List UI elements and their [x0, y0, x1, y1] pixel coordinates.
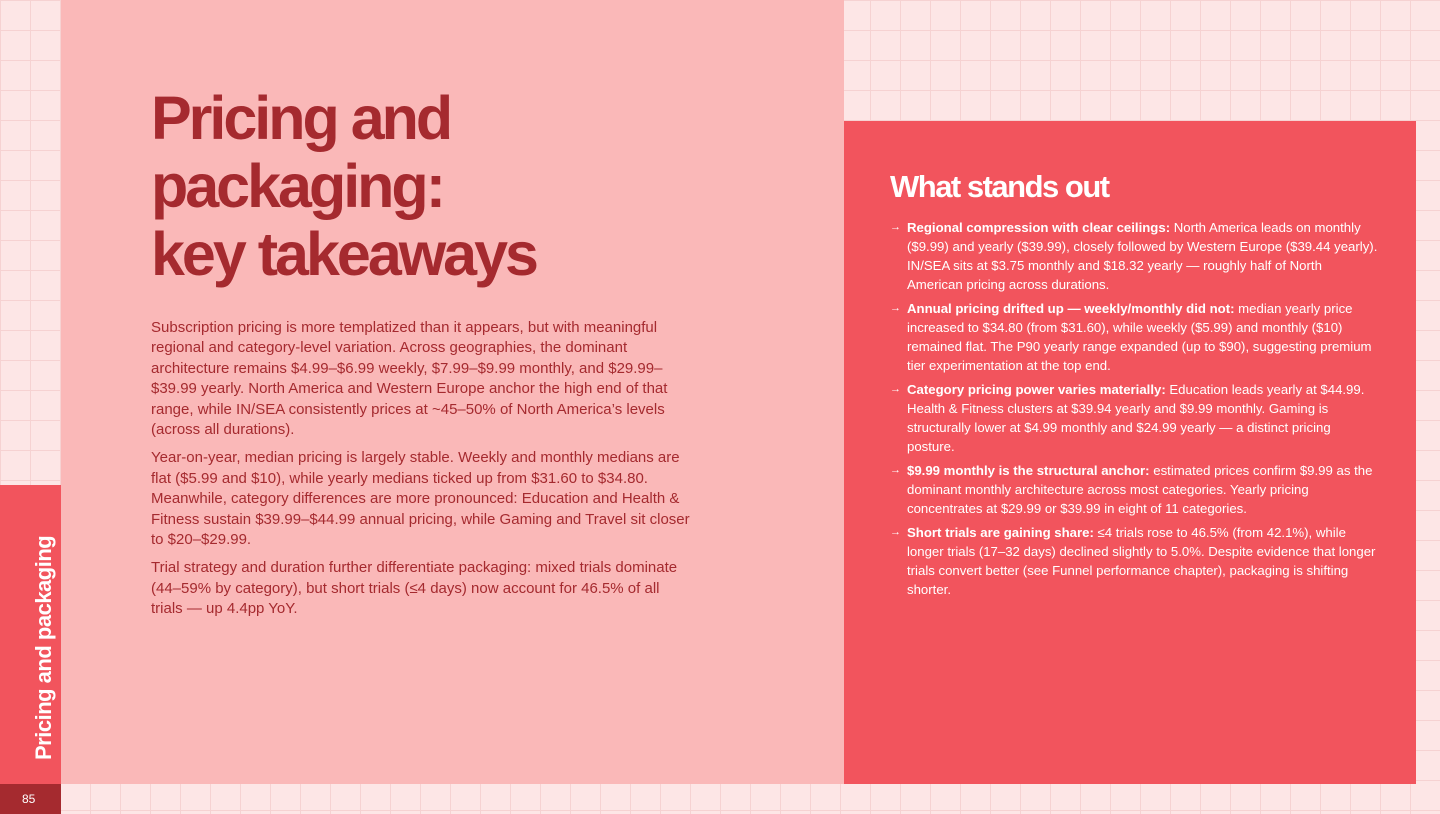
takeaway-lead: Short trials are gaining share:	[907, 525, 1094, 540]
page-title	[151, 84, 711, 288]
takeaway-item	[890, 299, 1380, 375]
takeaway-lead: Annual pricing drifted up — weekly/monthly did not:	[907, 301, 1235, 316]
takeaway-text: estimated prices confirm $9.99 as the dominant monthly architecture across most categories. Yearly pricing concentrates at $29.99 or $39.99 in eight of 11 categories.	[907, 463, 1373, 516]
takeaway-lead: Category pricing power varies materially:	[907, 382, 1166, 397]
takeaway-item	[890, 523, 1380, 599]
arrow-right-icon: →	[890, 221, 901, 233]
takeaway-text: Education leads yearly at $44.99. Health & Fitness clusters at $39.94 yearly and $9.99 monthly. Gaming is structurally lower at $4.99 monthly and $24.99 yearly — a distinct pricing posture.	[907, 382, 1365, 454]
section-tab	[0, 485, 61, 784]
takeaway-lead: Regional compression with clear ceilings:	[907, 220, 1171, 235]
takeaway-text: median yearly price increased to $34.80 (from $31.60), while weekly ($5.99) and monthly ($10) remained flat. The P90 yearly range expanded (up to $90), suggesting premium tier experimentation at the top end.	[907, 301, 1372, 373]
title-line: Pricing and	[151, 84, 451, 152]
takeaway-item	[890, 380, 1380, 456]
intro-panel	[61, 0, 844, 784]
takeaway-lead: $9.99 monthly is the structural anchor:	[907, 463, 1150, 478]
takeaway-list	[890, 218, 1380, 604]
page-number: 85	[0, 784, 61, 814]
section-tab-label: Pricing and packaging	[31, 535, 56, 760]
takeaway-item	[890, 218, 1380, 294]
takeaway-text: ≤4 trials rose to 46.5% (from 42.1%), while longer trials (17–32 days) declined slightly to 5.0%. Despite evidence that longer trials convert better (see Funnel performance chapter), packaging is shifting shorter.	[907, 525, 1376, 597]
arrow-right-icon: →	[890, 383, 901, 395]
title-line: key takeaways	[151, 220, 536, 288]
what-stands-out-panel	[844, 121, 1416, 784]
intro-paragraph: Year-on-year, median pricing is largely stable. Weekly and monthly medians are flat ($5.99 and $10), while yearly medians ticked up from $31.60 to $34.80. Meanwhile, category differences are more pronounced: Education and Health & Fitness sustain $39.99–$44.99 annual pricing, while Gaming and Travel sit closer to $20–$29.99.	[151, 449, 690, 549]
what-stands-out-title: What stands out	[890, 169, 1109, 204]
intro-paragraph: Subscription pricing is more templatized than it appears, but with meaningful regional and category-level variation. Across geographies, the dominant architecture remains $4.99–$6.99 weekly, $7.99–$9.99 monthly, and $29.99–$39.99 yearly. North America and Western Europe anchor the high end of that range, while IN/SEA consistently prices at ~45–50% of North America’s levels (across all durations).	[151, 319, 668, 439]
intro-text	[151, 318, 691, 628]
arrow-right-icon: →	[890, 464, 901, 476]
takeaway-item	[890, 461, 1380, 518]
intro-paragraph: Trial strategy and duration further differentiate packaging: mixed trials dominate (44–59% by category), but short trials (≤4 days) now account for 46.5% of all trials — up 4.4pp YoY.	[151, 559, 678, 618]
title-line: packaging:	[151, 152, 444, 220]
arrow-right-icon: →	[890, 526, 901, 538]
arrow-right-icon: →	[890, 302, 901, 314]
takeaway-text: North America leads on monthly ($9.99) and yearly ($39.99), closely followed by Western Europe ($39.44 yearly). IN/SEA sits at $3.75 monthly and $18.32 yearly — roughly half of North American pricing across durations.	[907, 220, 1378, 292]
